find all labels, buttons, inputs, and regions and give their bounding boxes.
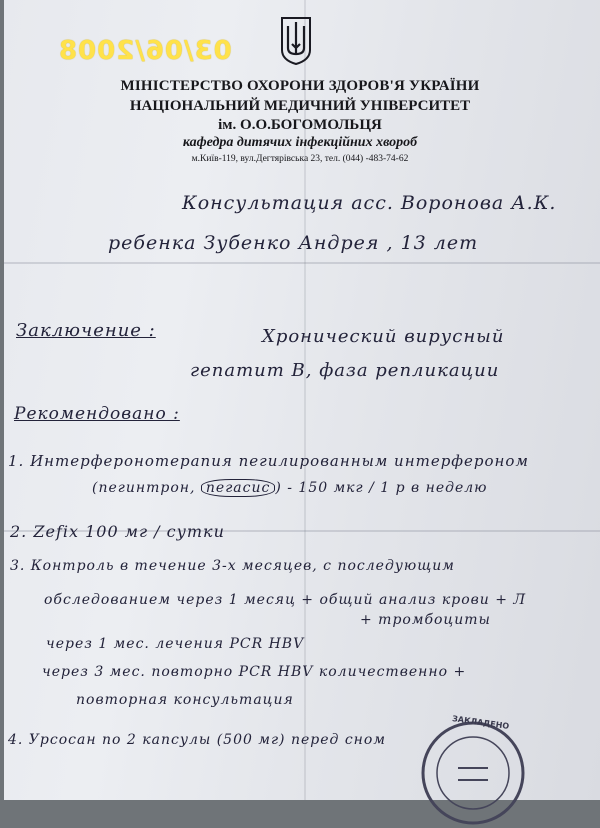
- item-3-line-a: 3. Контроль в течение 3-х месяцев, с последующим: [10, 558, 455, 574]
- camera-date-stamp: 03/06/2008: [58, 36, 232, 66]
- item-3-line-e: через 3 мес. повторно PCR HBV количественно +: [42, 664, 467, 680]
- item-4-line: 4. Урсосан по 2 капсулы (500 мг) перед сном: [8, 732, 386, 748]
- trident-emblem-icon: [278, 14, 314, 66]
- conclusion-text-1: Хронический вирусный: [262, 326, 505, 347]
- recommend-label: Рекомендовано :: [14, 404, 180, 424]
- conclusion-label: Заключение :: [16, 320, 156, 341]
- conclusion-text-2: гепатит В, фаза репликации: [190, 360, 500, 381]
- seal-text: ЗАКЛАДЕНО: [451, 714, 510, 731]
- item-1-dosage: ) - 150 мкг / 1 р в неделю: [275, 480, 488, 496]
- university-heading: НАЦІОНАЛЬНИЙ МЕДИЧНИЙ УНІВЕРСИТЕТ: [129, 98, 471, 114]
- item-2-line: 2. Zefix 100 мг / сутки: [10, 522, 225, 541]
- item-1-option-circled: пегасис: [201, 479, 275, 497]
- patient-line: ребенка Зубенко Андрея , 13 лет: [108, 232, 479, 254]
- address-line: м.Київ-119, вул.Дегтярівська 23, тел. (044) -483-74-62: [191, 154, 409, 164]
- department-heading: кафедра дитячих інфекційних хвороб: [182, 135, 418, 150]
- university-named-after: ім. О.О.БОГОМОЛЬЦЯ: [218, 117, 382, 133]
- ministry-heading: МІНІСТЕРСТВО ОХОРОНИ ЗДОРОВ'Я УКРАЇНИ: [120, 78, 480, 94]
- item-3-line-b: обследованием через 1 месяц + общий анализ крови + Л: [44, 592, 527, 608]
- item-1-line-b: (пегинтрон, пегасис ) - 150 мкг / 1 р в неделю: [92, 480, 488, 496]
- item-3-line-d: через 1 мес. лечения PCR HBV: [46, 636, 305, 652]
- item-1-line-a: 1. Интерферонотерапия пегилированным интерфероном: [8, 452, 529, 470]
- consultation-line: Консультация асс. Воронова А.К.: [182, 192, 557, 214]
- round-stamp-seal-icon: [418, 718, 528, 828]
- item-1-option-a: пегинтрон: [98, 480, 190, 496]
- item-3-line-f: повторная консультация: [76, 692, 294, 708]
- item-3-line-c: + тромбоциты: [360, 612, 491, 628]
